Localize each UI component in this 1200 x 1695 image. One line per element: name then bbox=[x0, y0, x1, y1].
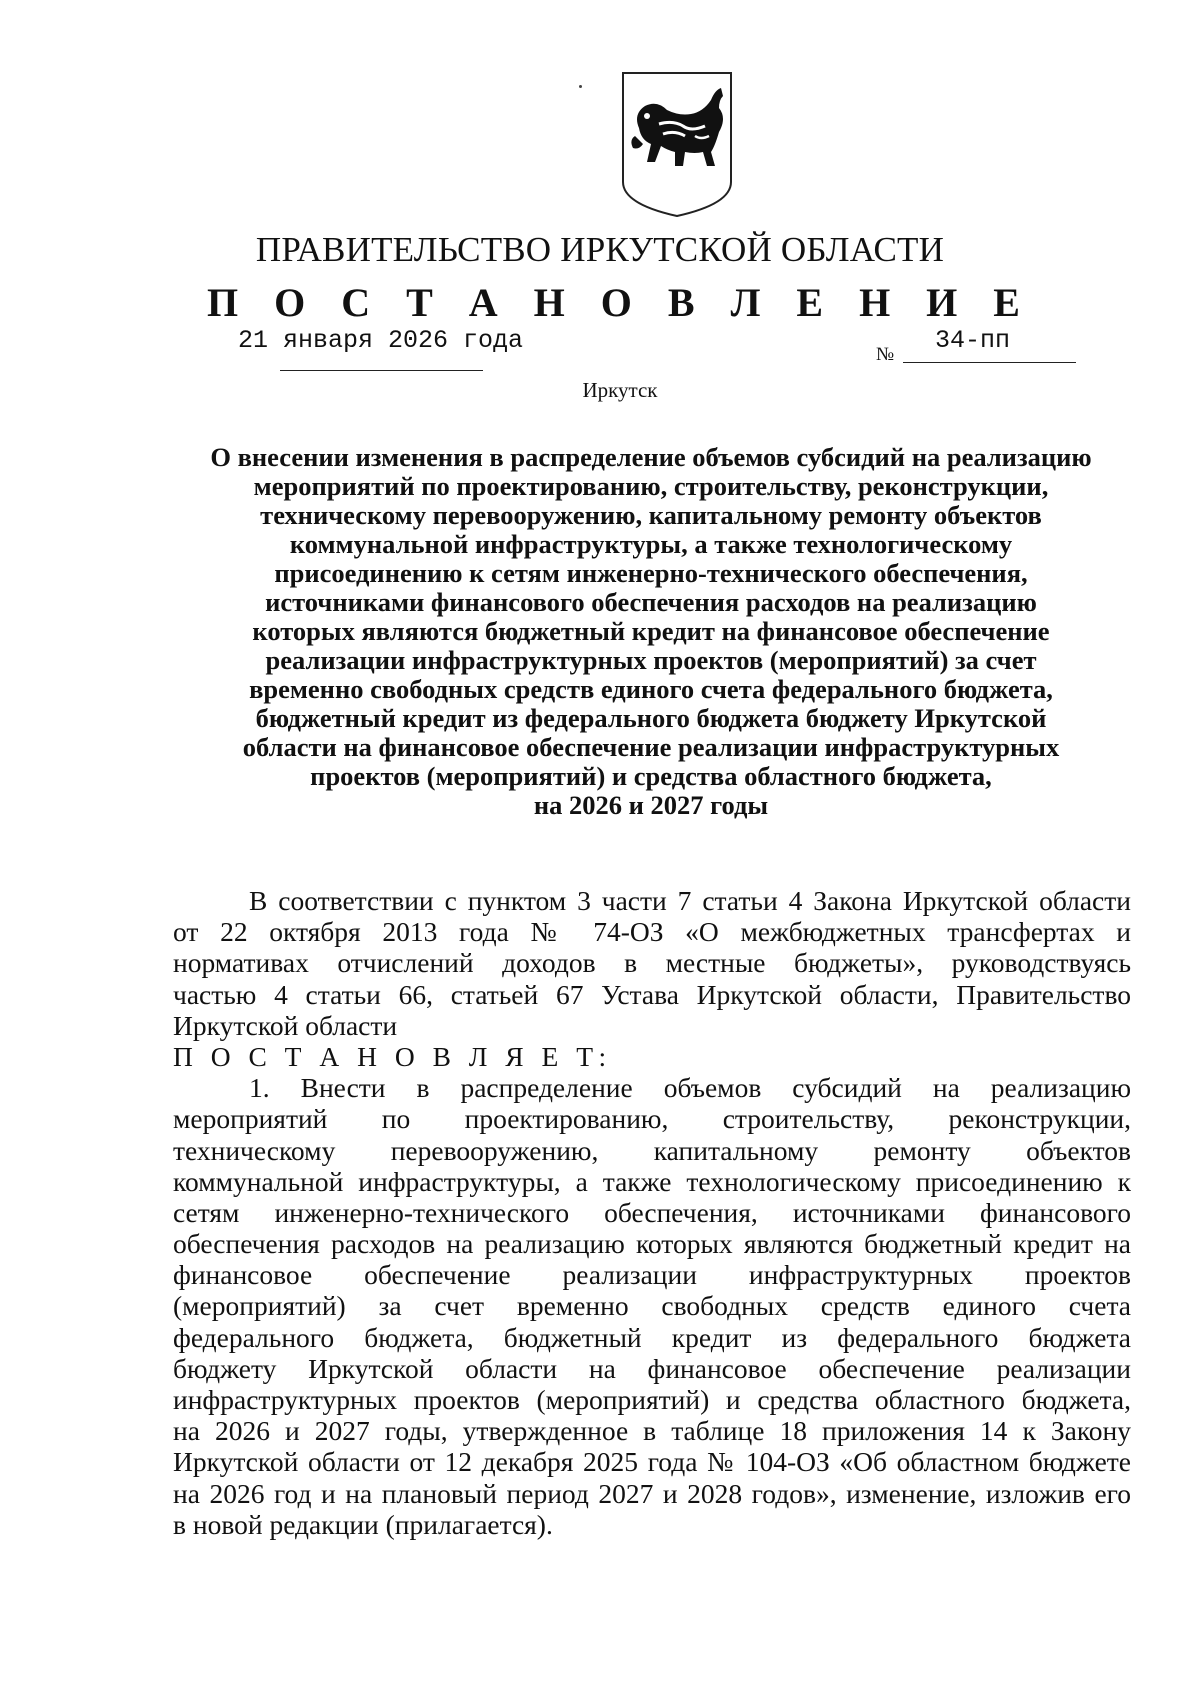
item-line: мероприятий по проектированию, строительству, реконструкции, bbox=[173, 1103, 1131, 1135]
title-line: реализации инфраструктурных проектов (мероприятий) за счет bbox=[265, 645, 1037, 675]
title-line: присоединению к сетям инженерно-технического обеспечения, bbox=[274, 558, 1028, 588]
document-city: Иркутск bbox=[582, 378, 658, 402]
preamble-line: В соответствии с пунктом 3 части 7 статьи 4 Закона Иркутской области bbox=[249, 885, 1131, 916]
item-line: Иркутской области от 12 декабря 2025 года № 104-ОЗ «Об областном бюджете bbox=[173, 1446, 1131, 1478]
preamble-line: Иркутской области bbox=[173, 1009, 398, 1041]
title-line: области на финансовое обеспечение реализации инфраструктурных bbox=[242, 732, 1060, 762]
title-line: проектов (мероприятий) и средства областного бюджета, bbox=[310, 761, 992, 791]
item-line: инфраструктурных проектов (мероприятий) и средства областного бюджета, bbox=[173, 1384, 1131, 1415]
preamble-line: частью 4 статьи 66, статьей 67 Устава Иркутской области, Правительство bbox=[173, 978, 1131, 1010]
item-line: коммунальной инфраструктуры, а также технологическому присоединению к bbox=[173, 1165, 1131, 1197]
number-underline bbox=[903, 362, 1076, 363]
item-line: сетям инженерно-технического обеспечения, источниками финансового bbox=[173, 1196, 1131, 1228]
title-line: техническому перевооружению, капитальному ремонту объектов bbox=[260, 500, 1042, 530]
number-sign: № bbox=[876, 344, 895, 365]
document-body bbox=[173, 885, 1131, 1540]
issuer-name: ПРАВИТЕЛЬСТВО ИРКУТСКОЙ ОБЛАСТИ bbox=[255, 230, 945, 269]
item-line: в новой редакции (прилагается). bbox=[173, 1508, 553, 1540]
title-line: бюджетный кредит из федерального бюджета бюджету Иркутской bbox=[255, 703, 1047, 733]
item-line: 1. Внести в распределение объемов субсидий на реализацию bbox=[249, 1072, 1131, 1104]
preamble-line: нормативах отчислений доходов в местные бюджеты», руководствуясь bbox=[173, 947, 1131, 979]
title-line: О внесении изменения в распределение объемов субсидий на реализацию bbox=[210, 442, 1092, 472]
preamble-line: от 22 октября 2013 года № 74-ОЗ «О межбюджетных трансфертах и bbox=[173, 916, 1131, 948]
date-underline bbox=[280, 370, 483, 371]
document-title bbox=[170, 443, 1132, 820]
item-line: обеспечения расходов на реализацию которых являются бюджетный кредит на bbox=[173, 1228, 1131, 1260]
document-date: 21 января 2026 года bbox=[238, 326, 524, 355]
scan-speck bbox=[579, 85, 582, 88]
coat-of-arms-icon bbox=[619, 70, 735, 218]
title-line: источниками финансового обеспечения расходов на реализацию bbox=[265, 587, 1037, 617]
item-line: (мероприятий) за счет временно свободных средств единого счета bbox=[173, 1290, 1131, 1322]
title-line: на 2026 и 2027 годы bbox=[533, 790, 769, 820]
document-number: 34-пп bbox=[935, 326, 1011, 355]
item-line: финансовое обеспечение реализации инфраструктурных проектов bbox=[173, 1259, 1131, 1291]
title-line: мероприятий по проектированию, строительству, реконструкции, bbox=[253, 471, 1049, 501]
item-line: федерального бюджета, бюджетный кредит из федерального бюджета bbox=[173, 1321, 1131, 1353]
title-line: коммунальной инфраструктуры, а также технологическому bbox=[289, 529, 1013, 559]
document-type: П О С Т А Н О В Л Е Н И Е bbox=[207, 280, 1033, 325]
title-line: которых являются бюджетный кредит на финансовое обеспечение bbox=[252, 616, 1050, 646]
title-line: временно свободных средств единого счета федерального бюджета, bbox=[249, 674, 1053, 704]
item-line: техническому перевооружению, капитальному ремонту объектов bbox=[173, 1134, 1131, 1166]
resolves-heading: П О С Т А Н О В Л Я Е Т: bbox=[173, 1040, 612, 1072]
item-line: на 2026 и 2027 годы, утвержденное в таблице 18 приложения 14 к Закону bbox=[173, 1415, 1131, 1447]
item-line: бюджету Иркутской области на финансовое обеспечение реализации bbox=[173, 1352, 1131, 1384]
item-line: на 2026 год и на плановый период 2027 и 2028 годов», изменение, изложив его bbox=[173, 1477, 1131, 1509]
